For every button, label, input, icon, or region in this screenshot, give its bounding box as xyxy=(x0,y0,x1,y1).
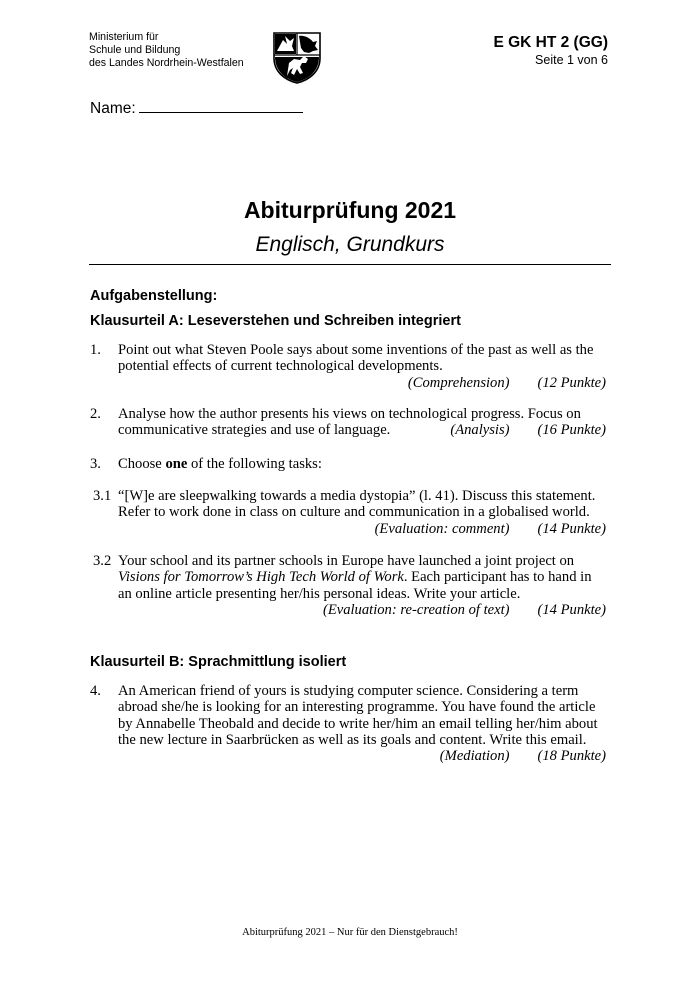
task-3-text-bold: one xyxy=(165,456,188,472)
task-3-2-meta xyxy=(90,602,606,618)
task-4-type: (Mediation) xyxy=(439,748,510,765)
task-2-number: 2. xyxy=(90,406,101,422)
nrw-coat-of-arms-icon xyxy=(273,32,321,84)
task-3 xyxy=(90,456,606,472)
task-4-meta xyxy=(90,748,606,764)
task-3-text xyxy=(118,456,606,472)
task-3-1-text: “[W]e are sleepwalking towards a media dystopia” (l. 41). Discuss this statement. Refer to work done in class on culture and communication in a globalised world. xyxy=(118,488,596,521)
task-1-type: (Comprehension) xyxy=(407,374,510,391)
task-3-2-number: 3.2 xyxy=(93,553,112,569)
task-3-1-points: (14 Punkte) xyxy=(537,520,606,537)
task-3-2-text-after: . Each participant has to hand in an online article presenting her/his personal ideas. Write your article. xyxy=(118,569,592,602)
task-3-1-type: (Evaluation: comment) xyxy=(374,520,510,537)
task-1-meta xyxy=(90,375,606,391)
task-3-1 xyxy=(90,488,606,537)
task-1-text: Point out what Steven Poole says about some inventions of the past as well as the potential effects of current technological developments. xyxy=(118,342,594,375)
task-1 xyxy=(90,342,606,391)
task-3-2-type: (Evaluation: re-creation of text) xyxy=(322,601,510,618)
ministry-line-1: Ministerium für xyxy=(89,31,159,43)
ministry-line-3: des Landes Nordrhein-Westfalen xyxy=(89,57,244,69)
task-3-1-number: 3.1 xyxy=(93,488,112,504)
page-title: Abiturprüfung 2021 xyxy=(243,197,457,223)
name-field xyxy=(90,98,303,118)
task-3-2-text xyxy=(118,553,606,602)
part-b-heading: Klausurteil B: Sprachmittlung isoliert xyxy=(90,654,347,670)
page-info: Seite 1 von 6 xyxy=(535,53,608,67)
ministry-name xyxy=(89,31,244,70)
task-2-type: (Analysis) xyxy=(450,422,510,439)
task-4-number: 4. xyxy=(90,683,101,699)
task-1-points: (12 Punkte) xyxy=(537,374,606,391)
name-blank-line[interactable] xyxy=(139,98,303,113)
task-2-points: (16 Punkte) xyxy=(537,422,606,439)
exam-code-block xyxy=(493,33,608,68)
task-3-2-text-italic: Visions for Tomorrow’s High Tech World of Work xyxy=(118,569,404,586)
task-2 xyxy=(90,406,606,439)
task-4-text: An American friend of yours is studying computer science. Considering a term abroad she/he is looking for an interesting programme. You have found the article by Annabelle Theobald and decide to write her/him an email telling her/him about the new lecture in Saarbrücken as well as its goals and content. Write this email. xyxy=(118,683,598,748)
task-1-number: 1. xyxy=(90,342,101,358)
task-3-2-points: (14 Punkte) xyxy=(537,601,606,618)
task-3-number: 3. xyxy=(90,456,101,472)
task-3-text-before: Choose xyxy=(118,456,166,472)
name-label: Name: xyxy=(90,100,136,117)
exam-code: E GK HT 2 (GG) xyxy=(493,34,608,51)
task-4 xyxy=(90,683,606,764)
task-4-points: (18 Punkte) xyxy=(537,748,606,765)
ministry-line-2: Schule und Bildung xyxy=(89,44,181,56)
task-3-2 xyxy=(90,553,606,618)
task-2-text-content: Analyse how the author presents his views on technological progress. Focus on communicative strategies and use of language. xyxy=(118,406,581,439)
task-3-2-text-before: Your school and its partner schools in Europe have launched a joint project on xyxy=(118,553,575,569)
page-subtitle: Englisch, Grundkurs xyxy=(255,233,445,256)
page-footer: Abiturprüfung 2021 – Nur für den Dienstgebrauch! xyxy=(242,927,458,938)
part-a-heading: Klausurteil A: Leseverstehen und Schreiben integriert xyxy=(90,313,461,329)
task-3-text-after: of the following tasks: xyxy=(187,456,322,472)
title-divider xyxy=(89,264,611,265)
section-heading: Aufgabenstellung: xyxy=(90,288,218,304)
task-3-1-meta xyxy=(90,521,606,537)
